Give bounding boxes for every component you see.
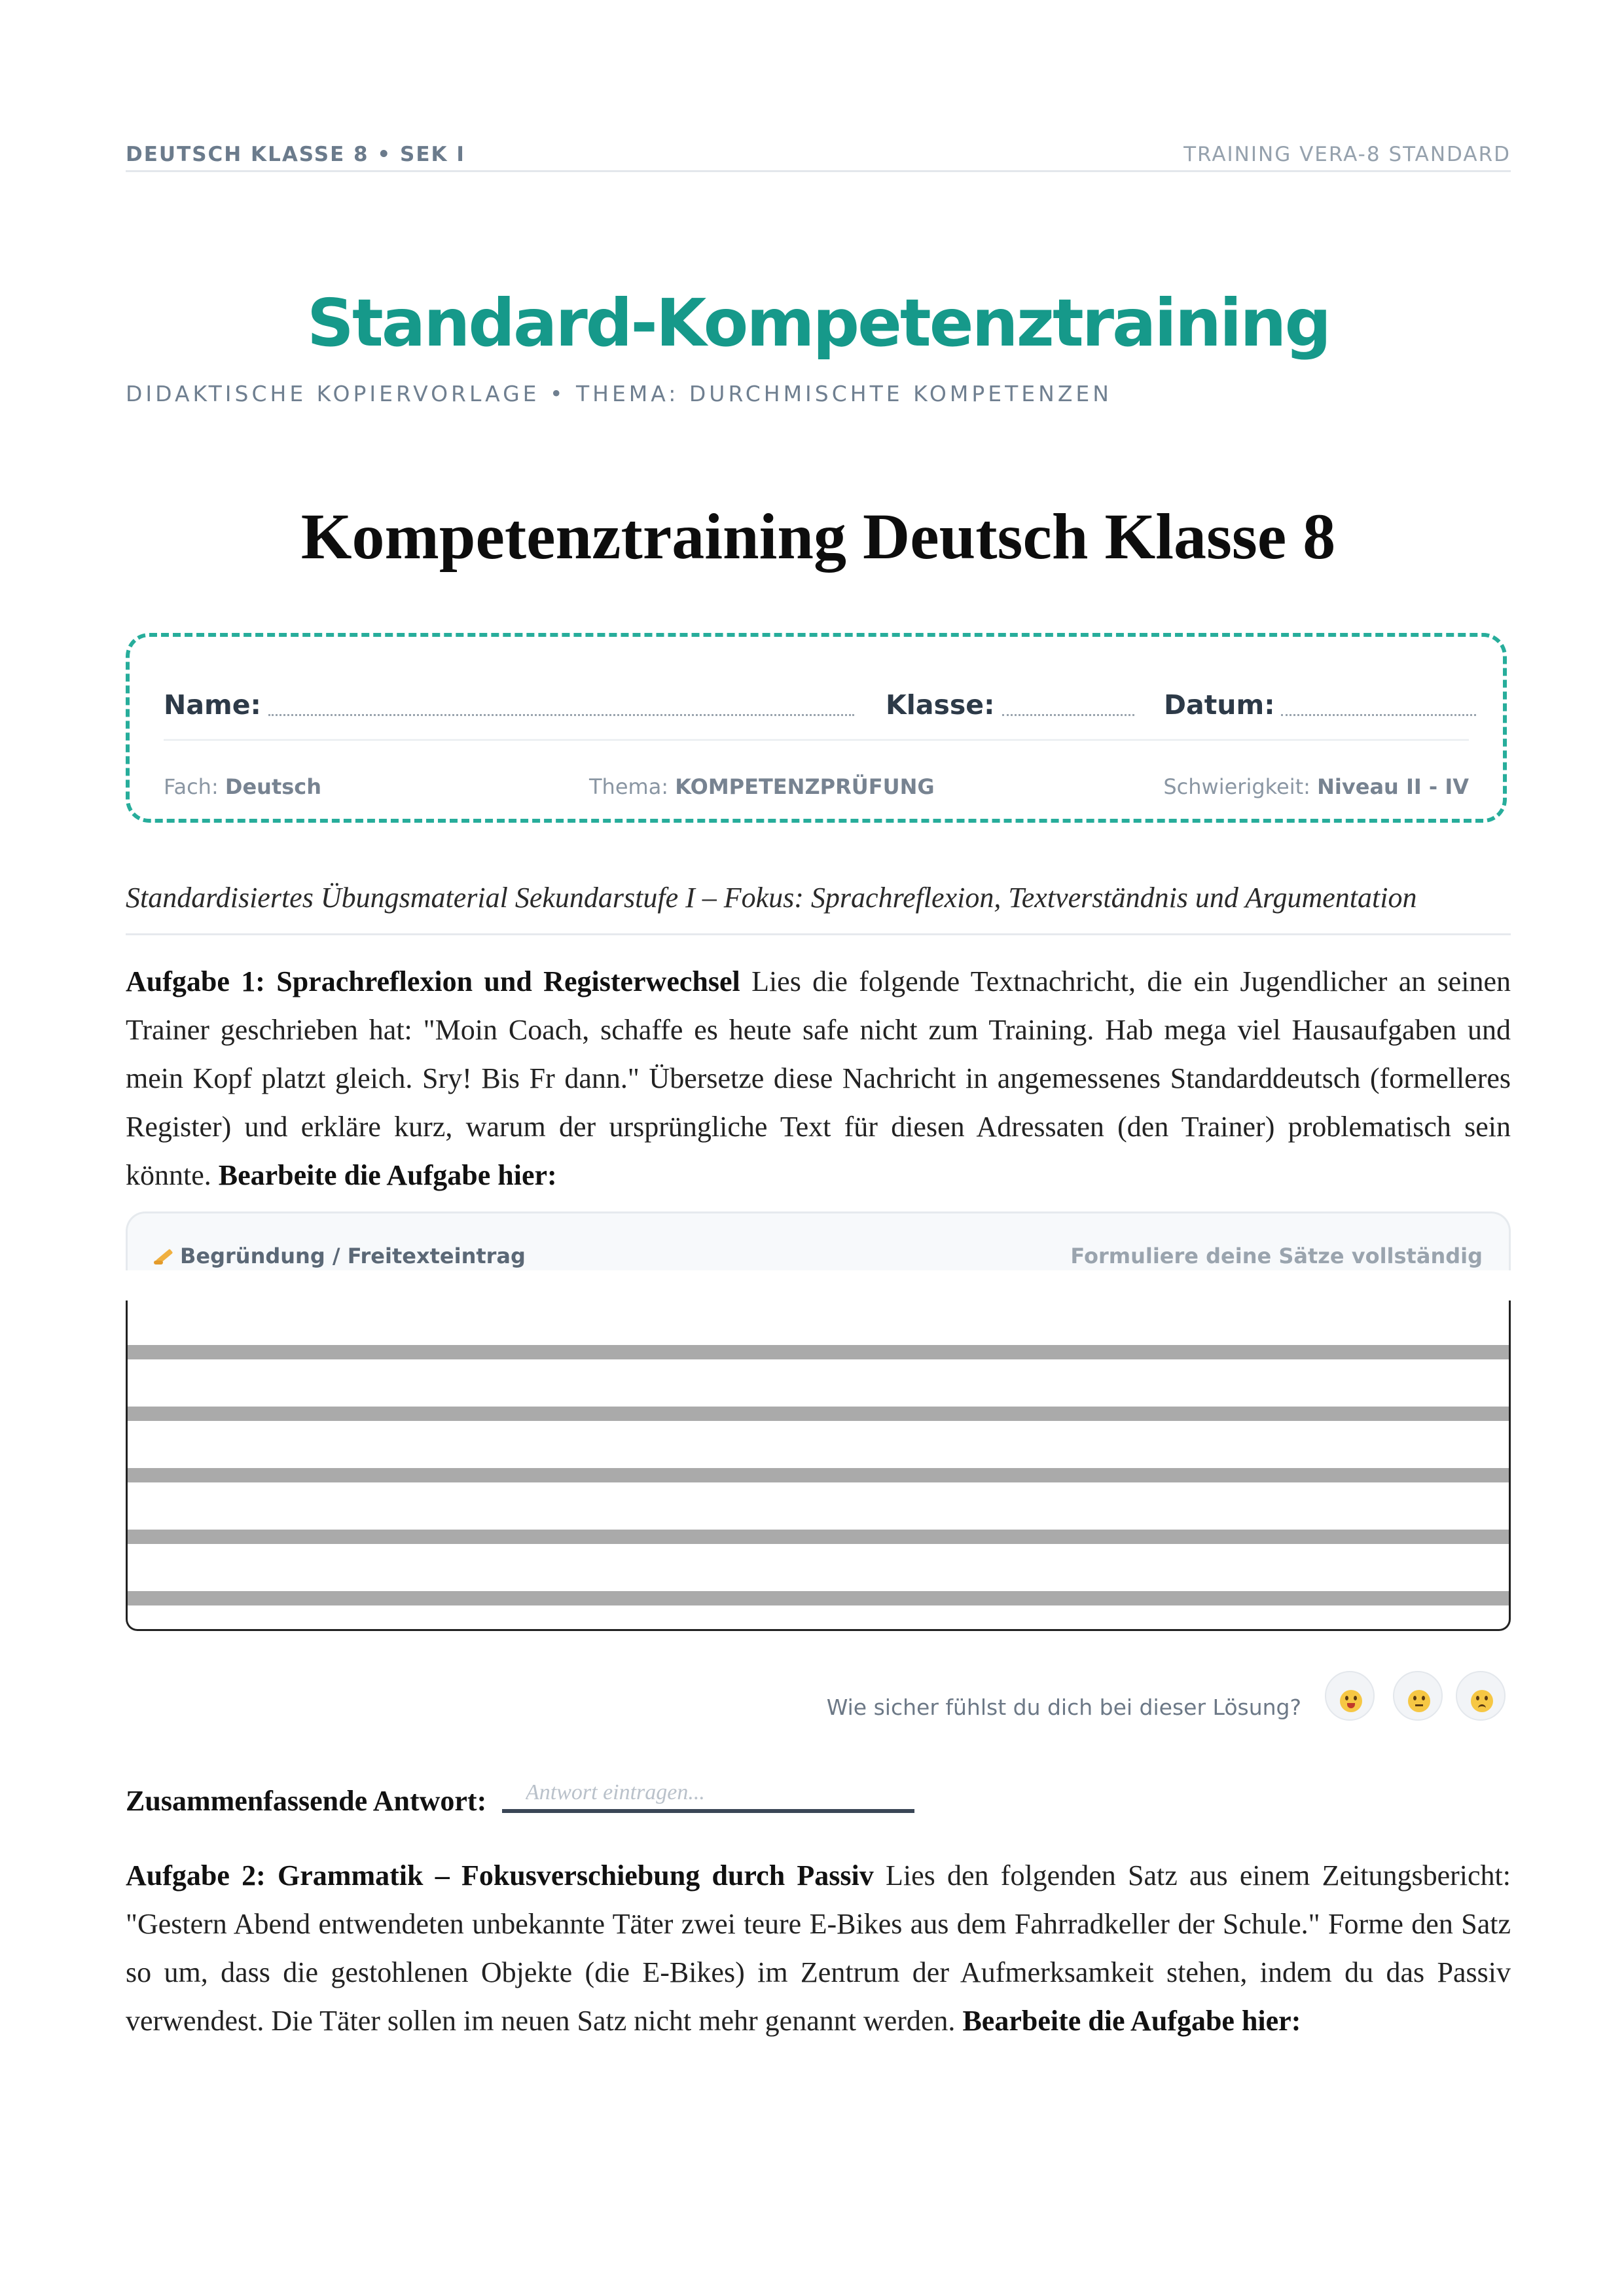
task-1-cta: Bearbeite die Aufgabe hier: (218, 1159, 557, 1191)
intro-text: Standardisiertes Übungsmaterial Sekundarstufe I – Fokus: Sprachreflexion, Textverständnis und Argumentation (126, 882, 1417, 914)
page-title: Kompetenztraining Deutsch Klasse 8 (300, 500, 1336, 573)
brand-title: Standard-Kompetenztraining (306, 285, 1330, 361)
sad-face-icon[interactable] (1456, 1671, 1506, 1721)
name-label: Name: (164, 689, 261, 721)
difficulty-meta: Schwierigkeit: Niveau II - IV (1163, 774, 1469, 799)
task-2-text: Lies den folgenden Satz aus einem Zeitungsbericht: "Gestern Abend entwendeten unbekannte Täter zwei teure E-Bikes aus dem Fahrradkeller der Schule." Forme den Satz so um, dass die gestohlenen Objekte (die E-Bikes) im Zentrum der Aufmerksamkeit stehen, indem du das Passiv verwendest. Die Täter sollen im neuen Satz nicht mehr genannt werden. (126, 1859, 1511, 2037)
answer-writing-area[interactable] (126, 1300, 1511, 1631)
name-field[interactable] (268, 714, 854, 716)
subject-meta: Fach: Deutsch (164, 774, 322, 799)
intro-divider (126, 933, 1511, 935)
header-training: TRAINING VERA-8 STANDARD (1183, 143, 1511, 166)
writing-hand-icon (154, 1246, 173, 1266)
topic-value: KOMPETENZPRÜFUNG (675, 774, 935, 799)
date-label: Datum: (1164, 689, 1275, 721)
task-1 (126, 958, 1511, 1200)
ruled-line (128, 1345, 1509, 1359)
summary-input[interactable] (502, 1780, 914, 1813)
answer-box-label: Begründung / Freitexteintrag (154, 1244, 526, 1268)
happy-face-icon[interactable] (1325, 1671, 1375, 1721)
difficulty-value: Niveau II - IV (1317, 774, 1469, 799)
answer-box-hint: Formuliere deine Sätze vollständig (1070, 1244, 1483, 1268)
top-header-bar (126, 143, 1511, 172)
confidence-rating (826, 1671, 1511, 1730)
info-divider (164, 739, 1469, 741)
ruled-line (128, 1468, 1509, 1482)
task-2 (126, 1852, 1511, 2045)
topic-meta: Thema: KOMPETENZPRÜFUNG (589, 774, 935, 799)
header-course: DEUTSCH KLASSE 8 • SEK I (126, 143, 465, 166)
student-info-row (164, 689, 1469, 723)
answer-box-header (126, 1211, 1511, 1270)
date-field[interactable] (1281, 714, 1476, 716)
confidence-question: Wie sicher fühlst du dich bei dieser Lösung? (826, 1695, 1301, 1720)
task-2-title: Aufgabe 2: Grammatik – Fokusverschiebung durch Passiv (126, 1859, 874, 1892)
ruled-line (128, 1530, 1509, 1544)
ruled-line (128, 1407, 1509, 1421)
task-2-cta: Bearbeite die Aufgabe hier: (962, 2005, 1301, 2037)
student-info-box (126, 633, 1507, 823)
ruled-line (128, 1591, 1509, 1605)
summary-answer (126, 1780, 1511, 1820)
class-field[interactable] (1002, 714, 1134, 716)
brand-subtitle: DIDAKTISCHE KOPIERVORLAGE • THEMA: DURCHMISCHTE KOMPETENZEN (126, 381, 1112, 406)
task-1-text: Lies die folgende Textnachricht, die ein Jugendlicher an seinen Trainer geschrieben hat: "Moin Coach, schaffe es heute safe nicht zum Training. Hab mega viel Hausaufgaben und mein Kopf platzt gleich. Sry! Bis Fr dann." Übersetze diese Nachricht in angemessenes Standarddeutsch (formelleres Register) und erkläre kurz, warum der ursprüngliche Text für diesen Adressaten (den Trainer) problematisch sein könnte. (126, 965, 1511, 1191)
subject-value: Deutsch (225, 774, 322, 799)
summary-label: Zusammenfassende Antwort: (126, 1785, 487, 1817)
neutral-face-icon[interactable] (1393, 1671, 1443, 1721)
class-label: Klasse: (886, 689, 995, 721)
task-1-title: Aufgabe 1: Sprachreflexion und Registerwechsel (126, 965, 740, 997)
